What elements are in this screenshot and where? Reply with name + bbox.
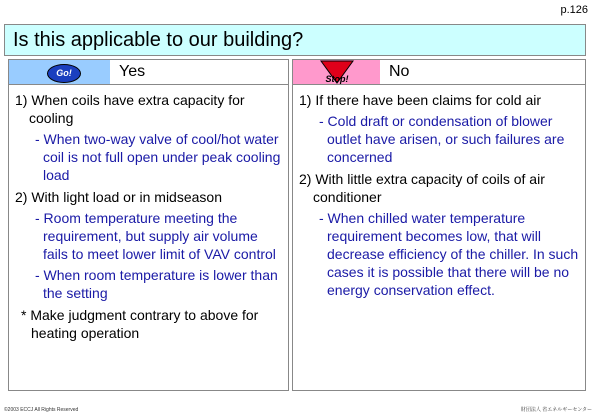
yes-label: Yes [119,63,146,80]
yes-item-2-title: 2) With light load or in midseason [15,189,222,205]
no-header [292,59,586,85]
no-item-2-title: 2) With little extra capacity of coils of air conditioner [299,171,545,205]
no-item-1 [299,91,579,166]
no-item-1-sub-1: - Cold draft or condensation of blower outlet have arisen, or such failures are concerned [319,113,565,165]
yes-body [8,85,289,391]
yes-item-2-sub-1: - Room temperature meeting the requirement, but supply air volume fails to meet lower limit of VAV control [35,210,276,262]
no-item-2 [299,170,579,299]
no-item-1-title: 1) If there have been claims for cold air [299,92,542,108]
copyright: ©2003 ECCJ All Rights Reserved [4,407,79,413]
yes-item-2-sub-2: - When room temperature is lower than the setting [35,267,278,301]
yes-header [8,59,289,85]
stop-badge-text: Stop! [325,74,349,84]
yes-item-1 [15,91,282,184]
no-item-2-sub-1: - When chilled water temperature requirement becomes low, that will decrease efficiency of the chiller. In such cases it is possible that there will be no energy conservation effect. [319,210,579,298]
yes-column [8,59,289,391]
stop-badge-icon [315,60,359,84]
page-title: Is this applicable to our building? [4,24,586,56]
heating-note: * Make judgment contrary to above for heating operation [21,307,259,341]
go-badge-icon: Go! [47,64,81,83]
page-number: p.126 [560,4,588,16]
yes-item-2 [15,188,282,302]
no-body [292,85,586,391]
no-column [292,59,586,391]
no-label: No [389,63,410,80]
org-logo-text: 財団法人 省エネルギーセンター [520,407,592,413]
yes-item-1-sub-1: - When two-way valve of cool/hot water coil is not full open under peak cooling load [35,131,281,183]
yes-item-1-title: 1) When coils have extra capacity for cooling [15,92,245,126]
